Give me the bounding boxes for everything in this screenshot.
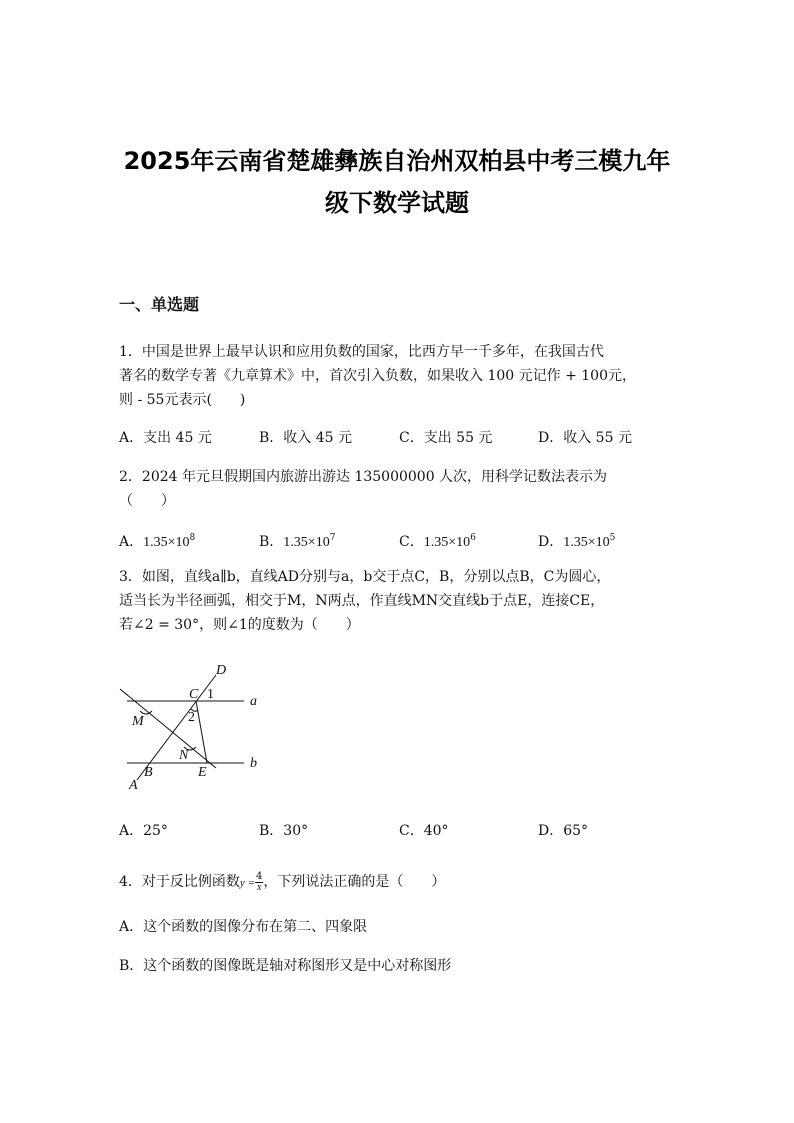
- q2-option-c: [399, 527, 476, 554]
- question-3-line-1: 3．如图，直线a∥b，直线AD分别与a，b交于点C，B，分别以点B，C为圆心，: [119, 569, 611, 585]
- question-2-line-2: （ ）: [119, 493, 175, 509]
- question-4-suffix: ，下列说法正确的是（ ）: [263, 874, 446, 890]
- document-title: [0, 140, 794, 224]
- q2-option-d: [538, 527, 615, 554]
- q2-option-c-label: C．: [399, 534, 424, 550]
- label-n: N: [179, 748, 189, 763]
- label-2: 2: [188, 710, 195, 725]
- question-3: [119, 565, 679, 637]
- question-1-line-3: 则 - 55元表示( ): [119, 392, 246, 408]
- fraction-denominator: x: [256, 881, 262, 893]
- q2-option-d-exp: 5: [609, 533, 616, 543]
- q2-option-b-exp: 7: [329, 533, 336, 543]
- question-2-line-1: 2．2024 年元旦假期国内旅游出游达 135000000 人次，用科学记数法表示为: [119, 469, 608, 485]
- q2-option-d-base: 1.35×10: [563, 535, 610, 550]
- q2-option-a-exp: 8: [189, 533, 196, 543]
- question-4-prefix: 4．对于反比例函数: [119, 874, 240, 890]
- title-line-2: 级下数学试题: [325, 189, 469, 217]
- q1-option-a: A．支出 45 元: [119, 430, 212, 446]
- q2-option-a-base: 1.35×10: [143, 535, 190, 550]
- label-a-point: A: [129, 778, 138, 793]
- q2-option-a-label: A．: [119, 534, 144, 550]
- section-heading: 一、单选题: [119, 295, 200, 314]
- q1-option-c: C．支出 55 元: [399, 430, 493, 446]
- q3-option-b: B．30°: [259, 823, 309, 839]
- q3-option-a: A．25°: [119, 823, 168, 839]
- q2-option-d-label: D．: [538, 534, 564, 550]
- question-3-line-3: 若∠2 = 30°，则∠1的度数为（ ）: [119, 617, 360, 633]
- geometry-figure: [112, 655, 282, 797]
- q3-option-d: D．65°: [538, 823, 589, 839]
- q3-option-c: C．40°: [399, 823, 449, 839]
- q4-option-a: A．这个函数的图像分布在第二、四象限: [119, 919, 368, 935]
- label-d: D: [216, 663, 227, 678]
- q1-option-b: B．收入 45 元: [259, 430, 353, 446]
- label-b-line: b: [250, 756, 257, 771]
- label-c: C: [189, 687, 199, 702]
- label-e: E: [198, 765, 207, 780]
- q1-option-d: D．收入 55 元: [538, 430, 632, 446]
- title-line-1: 2025年云南省楚雄彝族自治州双柏县中考三模九年: [123, 147, 671, 175]
- q2-option-a: [119, 527, 195, 554]
- label-1: 1: [207, 687, 214, 702]
- question-1: [119, 340, 679, 412]
- q2-option-b-base: 1.35×10: [283, 535, 330, 550]
- label-a: a: [250, 694, 257, 709]
- question-3-line-2: 适当长为半径画弧，相交于M，N两点，作直线MN交直线b于点E，连接CE，: [119, 593, 605, 609]
- q2-option-b: [259, 527, 335, 554]
- label-b-point: B: [144, 765, 153, 780]
- label-m: M: [132, 714, 144, 729]
- function-lhs: y =: [239, 877, 255, 889]
- q2-option-c-exp: 6: [470, 533, 476, 543]
- q4-option-b: B．这个函数的图像既是轴对称图形又是中心对称图形: [119, 958, 452, 974]
- q2-option-c-base: 1.35×10: [423, 535, 471, 550]
- question-2: [119, 465, 679, 513]
- q2-option-b-label: B．: [259, 534, 284, 550]
- fraction-numerator: 4: [255, 870, 263, 882]
- question-4: [119, 870, 679, 895]
- question-1-line-2: 著名的数学专著《九章算术》中，首次引入负数，如果收入 100 元记作 + 100元，: [119, 368, 636, 384]
- question-1-line-1: 1．中国是世界上最早认识和应用负数的国家，比西方早一千多年，在我国古代: [119, 344, 604, 360]
